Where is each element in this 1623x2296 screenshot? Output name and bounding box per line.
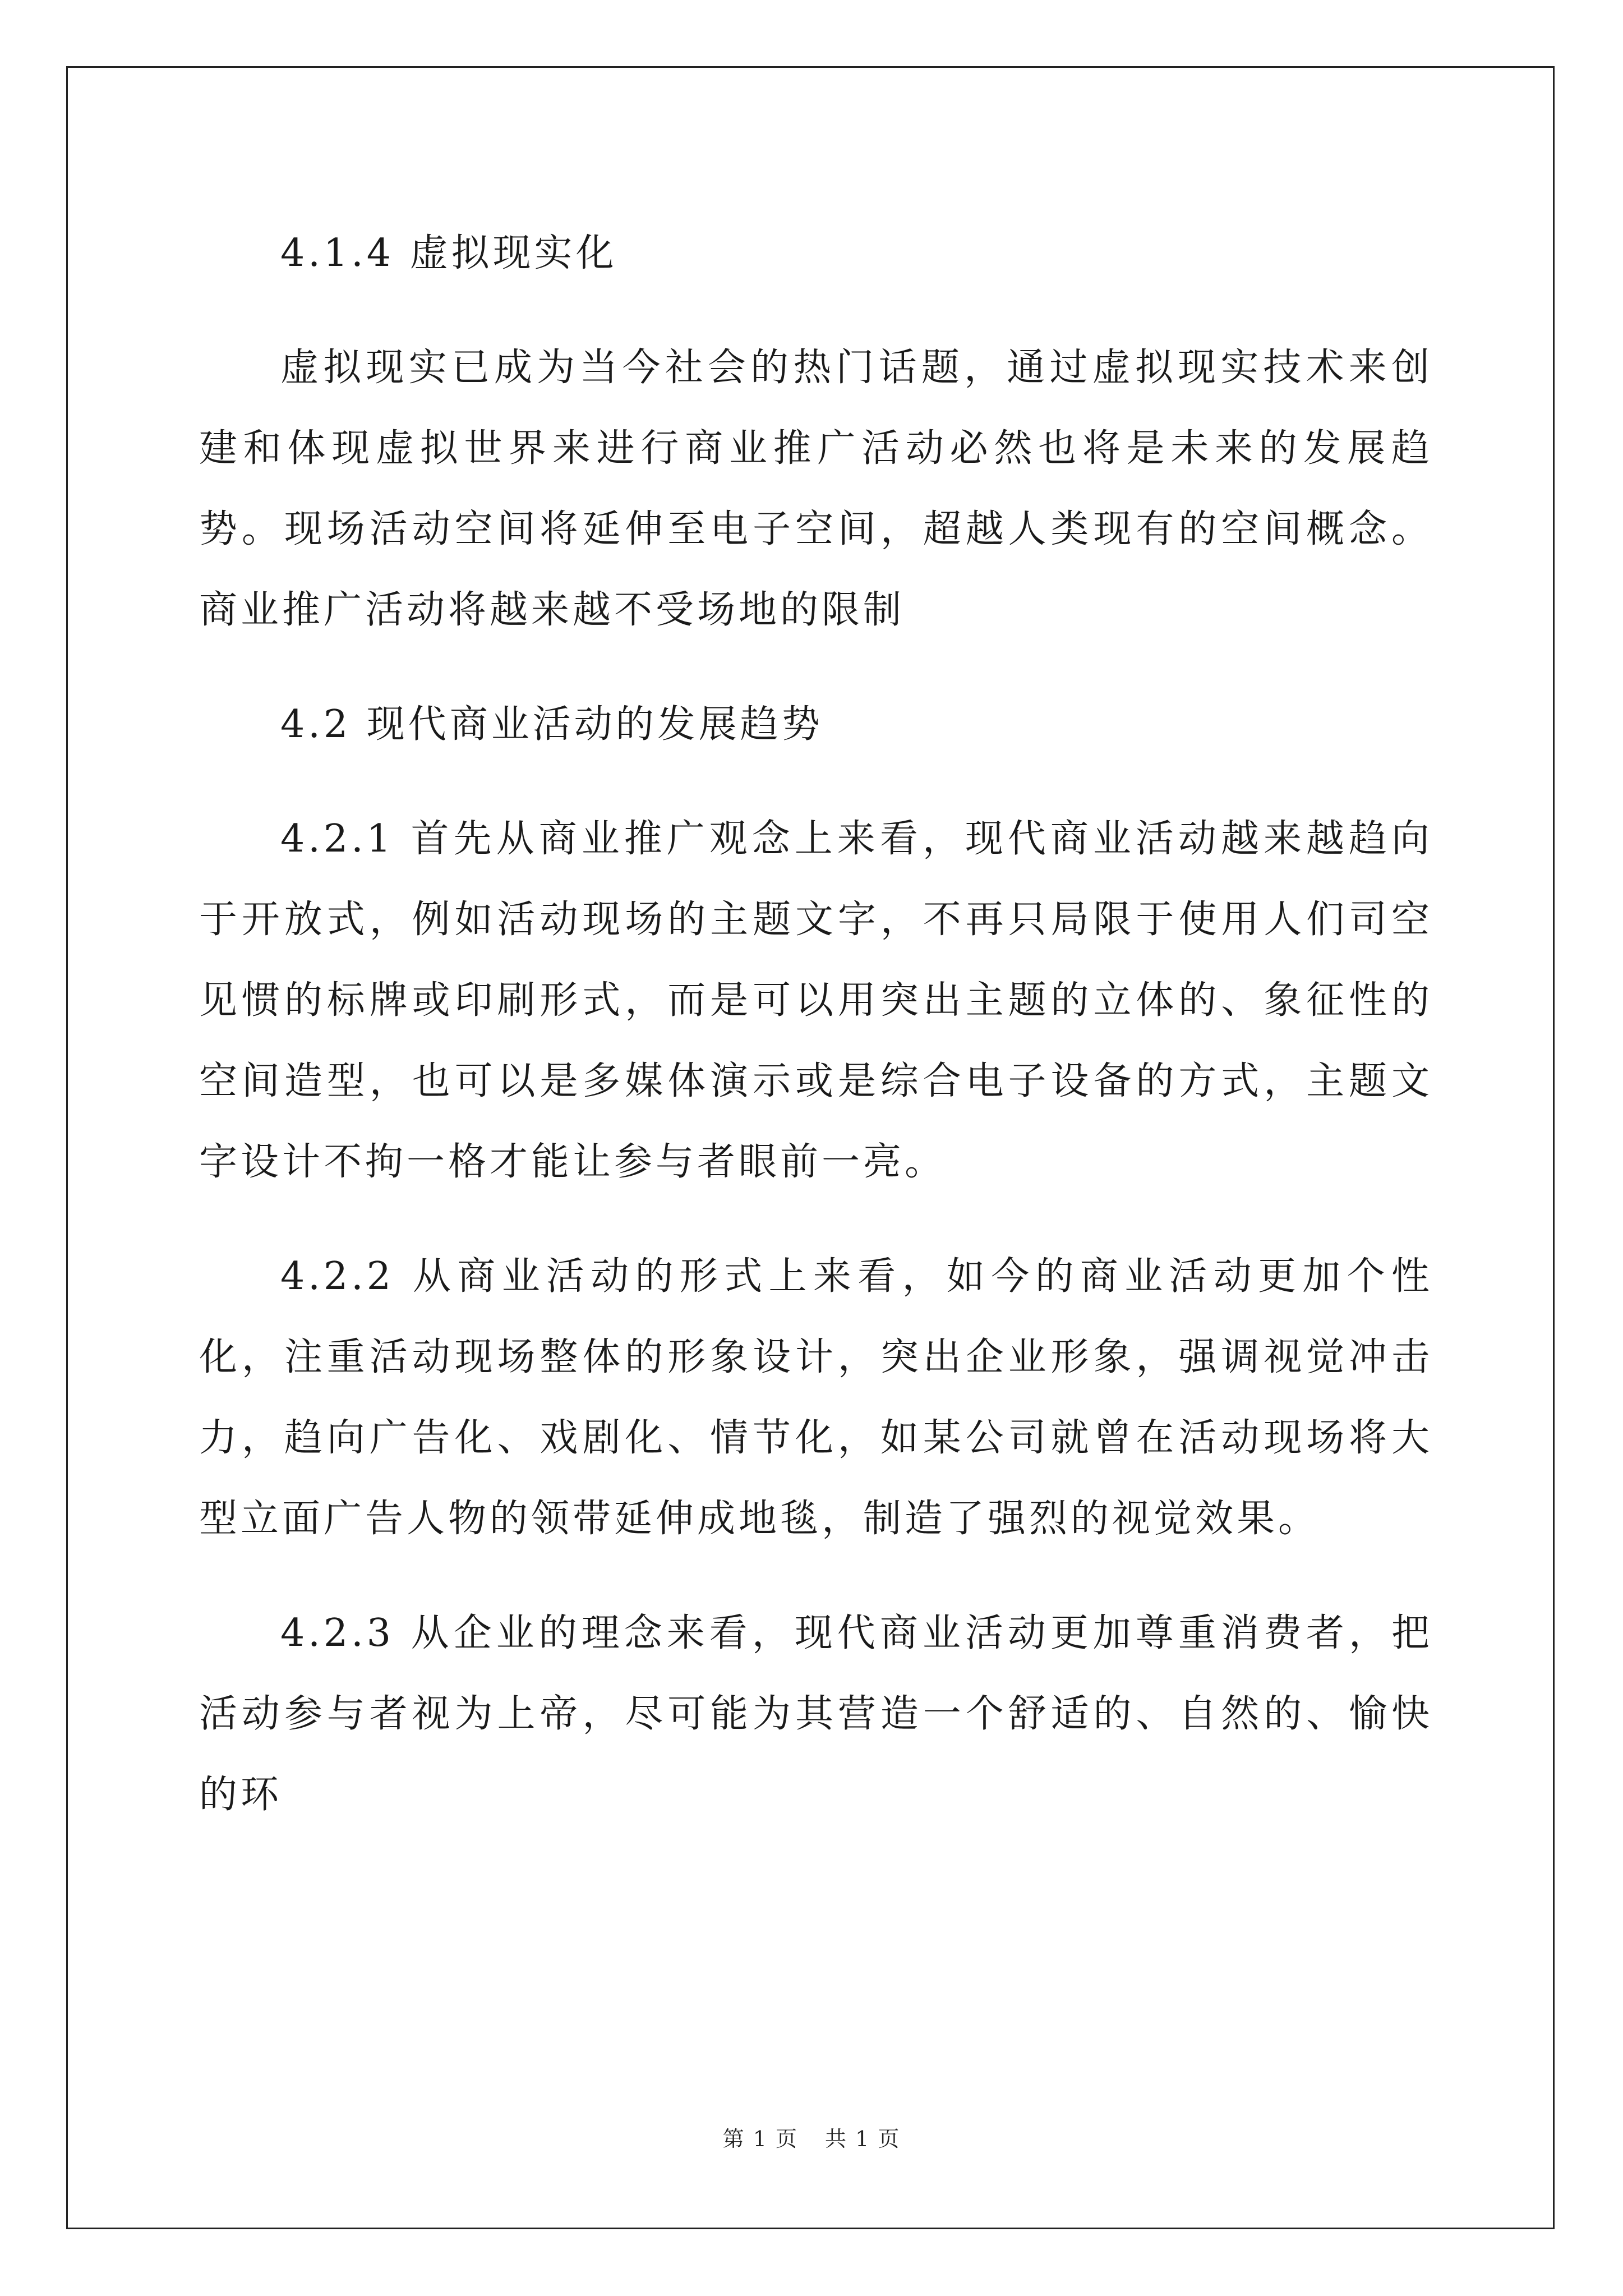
paragraph-virtual-reality: 虚拟现实已成为当今社会的热门话题，通过虚拟现实技术来创建和体现虚拟世界来进行商业推广活动必然也将是未来的发展趋势。现场活动空间将延伸至电子空间，超越人类现有的空间概念。商业推广活动将越来越不受场地的限制 (199, 346, 1433, 632)
paragraph-4-2-2: 4.2.2 从商业活动的形式上来看，如今的商业活动更加个性化，注重活动现场整体的形象设计，突出企业形象，强调视觉冲击力，趋向广告化、戏剧化、情节化，如某公司就曾在活动现场将大型立面广告人物的领带延伸成地毯，制造了强烈的视觉效果。 (199, 1254, 1433, 1541)
page-number-total: 共 1 页 (825, 2127, 901, 2151)
page-footer (0, 2122, 1623, 2152)
section-heading-4-2: 4.2 现代商业活动的发展趋势 (280, 702, 823, 747)
paragraph-4-2-3: 4.2.3 从企业的理念来看，现代商业活动更加尊重消费者，把活动参与者视为上帝，尽可能为其营造一个舒适的、自然的、愉快的环 (199, 1611, 1433, 1817)
section-heading-4-1-4: 4.1.4 虚拟现实化 (280, 231, 617, 275)
page-number-current: 第 1 页 (722, 2127, 798, 2151)
document-body (199, 213, 1433, 1869)
paragraph-4-2-1: 4.2.1 首先从商业推广观念上来看，现代商业活动越来越趋向于开放式，例如活动现场的主题文字，不再只局限于使用人们司空见惯的标牌或印刷形式，而是可以用突出主题的立体的、象征性的空间造型，也可以是多媒体演示或是综合电子设备的方式，主题文字设计不拘一格才能让参与者眼前一亮。 (199, 817, 1433, 1184)
